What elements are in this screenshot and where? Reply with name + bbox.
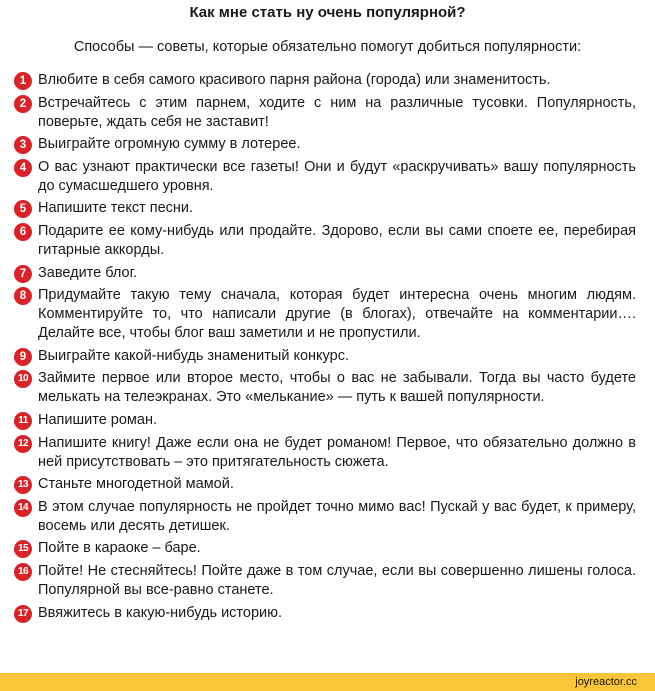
list-item-text: В этом случае популярность не пройдет точно мимо вас! Пускай у вас будет, к примеру, восемь или десять детишек. [38, 498, 636, 534]
list-item [14, 135, 636, 154]
number-badge: 13 [14, 476, 32, 494]
footer-bar [0, 673, 655, 691]
tips-list [14, 71, 636, 626]
number-badge: 15 [14, 540, 32, 558]
number-badge: 10 [14, 370, 32, 388]
list-item-text: Напишите роман. [38, 411, 157, 428]
list-item [14, 71, 636, 90]
number-badge: 4 [14, 159, 32, 177]
page-subtitle: Способы — советы, которые обязательно помогут добиться популярности: [73, 39, 582, 55]
list-item [14, 369, 636, 407]
list-item [14, 562, 636, 600]
list-item [14, 158, 636, 196]
list-item [14, 286, 636, 343]
list-item [14, 539, 636, 558]
number-badge: 6 [14, 223, 32, 241]
number-badge: 9 [14, 348, 32, 366]
list-item [14, 222, 636, 260]
list-item-text: Придумайте такую тему сначала, которая будет интересна очень многим людям. Комментируйте то, что написали другие (в блогах), отвечайте на комментарии…. Делайте все, чтобы блог ваш заметили и не пропустили. [38, 287, 636, 342]
list-item [14, 264, 636, 283]
number-badge: 5 [14, 200, 32, 218]
list-item-text: Пойте! Не стесняйтесь! Пойте даже в том случае, если вы совершенно лишены голоса. Популярной вы все-равно станете. [38, 562, 636, 598]
list-item [14, 434, 636, 472]
page-title: Как мне стать ну очень популярной? [189, 4, 466, 21]
number-badge: 11 [14, 412, 32, 430]
number-badge: 12 [14, 435, 32, 453]
list-item-text: Выиграйте какой-нибудь знаменитый конкурс. [38, 347, 349, 364]
list-item [14, 411, 636, 430]
list-item-text: Пойте в караоке – баре. [38, 540, 201, 557]
list-item [14, 347, 636, 366]
list-item [14, 498, 636, 536]
number-badge: 8 [14, 287, 32, 305]
list-item-text: Станьте многодетной мамой. [38, 476, 234, 493]
list-item-text: Напишите текст песни. [38, 200, 194, 217]
list-item-text: Заведите блог. [38, 264, 138, 281]
number-badge: 2 [14, 95, 32, 113]
list-item [14, 475, 636, 494]
site-watermark[interactable]: joyreactor.cc [575, 676, 637, 688]
list-item [14, 199, 636, 218]
list-item-text: Ввяжитесь в какую-нибудь историю. [38, 604, 283, 621]
number-badge: 16 [14, 563, 32, 581]
number-badge: 1 [14, 72, 32, 90]
number-badge: 17 [14, 605, 32, 623]
number-badge: 14 [14, 499, 32, 517]
list-item [14, 604, 636, 623]
list-item-text: Влюбите в себя самого красивого парня района (города) или знаменитость. [38, 72, 551, 88]
number-badge: 3 [14, 136, 32, 154]
list-item-text: Выиграйте огромную сумму в лотерее. [38, 136, 301, 153]
list-item-text: О вас узнают практически все газеты! Они и будут «раскручивать» вашу популярность до сумасшедшего уровня. [38, 158, 636, 194]
list-item-text: Займите первое или второе место, чтобы о вас не забывали. Тогда вы часто будете мелькать на телеэкранах. Это «мелькание» — путь к вашей популярности. [38, 370, 636, 406]
number-badge: 7 [14, 265, 32, 283]
list-item [14, 94, 636, 132]
list-item-text: Напишите книгу! Даже если она не будет романом! Первое, что обязательно должно в ней присутствовать – это притягательность сюжета. [38, 434, 636, 470]
list-item-text: Встречайтесь с этим парнем, ходите с ним на различные тусовки. Популярность, поверьте, ждать себя не заставит! [38, 94, 636, 130]
list-item-text: Подарите ее кому-нибудь или продайте. Здорово, если вы сами споете ее, перебирая гитарные аккорды. [38, 222, 636, 258]
